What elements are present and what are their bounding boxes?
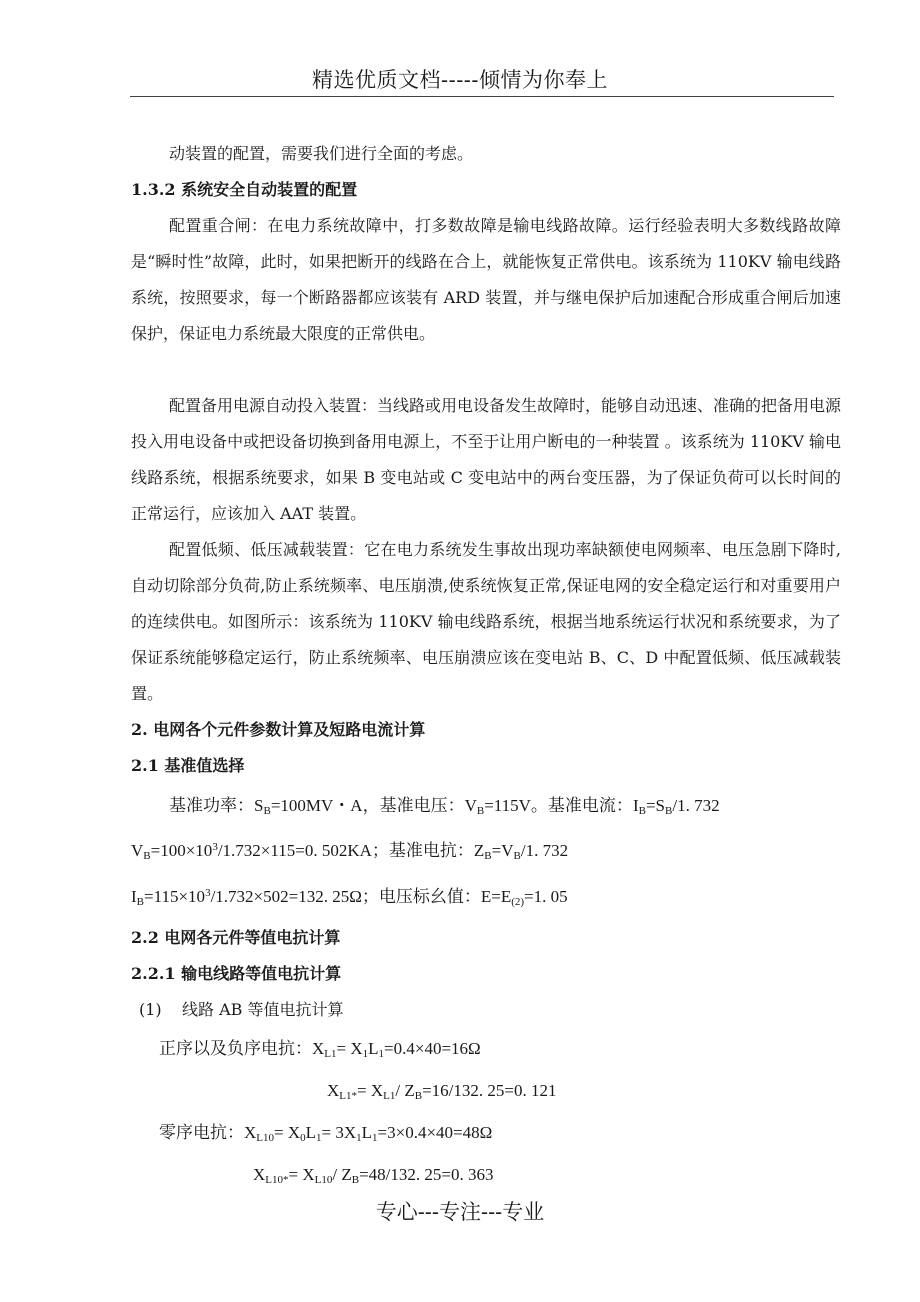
paragraph-load-shedding: 配置低频、低压减载装置：它在电力系统发生事故出现功率缺额使电网频率、电压急剧下降时,自动切除部分负荷,防止系统频率、电压崩溃,使系统恢复正常,保证电网的安全稳定运行和对重要用户的连续供电。如图所示：该系统为 110KV 输电线路系统，根据当地系统运行状况和系统要求，为了保证系统能够稳定运行，防止系统频率、电压崩溃应该在变电站 B、C、D 中配置低频、低压减载装置。 [131, 540, 841, 703]
formula-positive-perunit: $X_{L1*}= X_{L1}/$ $Z_B=16/132$. 25=0. 121 [327, 1081, 557, 1102]
list-item-text: 线路 AB 等值电抗计算 [182, 1000, 344, 1019]
section-heading-2-1: 2.1 基准值选择 [131, 756, 245, 775]
formula-base-values: 基准功率：$S_B=100MV$・A，基准电压：$V_B=115V$。基准电流：$I_B=S_B/1$. 732 [169, 796, 720, 817]
list-item-number: (1) [139, 1000, 162, 1019]
formula-positive-sequence: 正序以及负序电抗：$X_{L1}= X_1L_1=0.4\times 40=16\Omega$ [159, 1039, 481, 1060]
section-heading-2-2-1: 2.2.1 输电线路等值电抗计算 [131, 964, 342, 983]
formula-base-reactance: $I_B=115\times 10^3/1.732\times 502=132$. 25Ω；电压标幺值：$E=E_{(2)}=1$. 05 [131, 887, 568, 908]
section-heading-2-2: 2.2 电网各元件等值电抗计算 [131, 928, 341, 947]
formula-zero-sequence: 零序电抗：$X_{L10}= X_0L_1= 3X_1L_1=3\times 0.4\times 40=48\Omega$ [159, 1123, 493, 1144]
formula-base-current: $V_B=100\times 10^3/1.732\times 115=0$. 502KA；基准电抗：$Z_B=V_B/1$. 732 [131, 841, 569, 862]
paragraph-reclosing: 配置重合闸：在电力系统故障中，打多数故障是输电线路故障。运行经验表明大多数线路故障是“瞬时性”故障，此时，如果把断开的线路在合上，就能恢复正常供电。该系统为 110KV 输电线路系统，按照要求，每一个断路器都应该装有 ARD 装置，并与继电保护后加速配合形成重合闸后加速保护，保证电力系统最大限度的正常供电。 [131, 216, 841, 343]
header-title: 精选优质文档-----倾情为你奉上 [312, 68, 608, 92]
paragraph-gap [131, 352, 841, 388]
section-heading-2: 2. 电网各个元件参数计算及短路电流计算 [131, 720, 426, 739]
document-body [131, 136, 841, 1196]
paragraph-backup-power: 配置备用电源自动投入装置：当线路或用电设备发生故障时，能够自动迅速、准确的把备用电源投入用电设备中或把设备切换到备用电源上，不至于让用户断电的一种装置 。该系统为 110KV 输电线路系统，根据系统要求，如果 B 变电站或 C 变电站中的两台变压器，为了保证负荷可以长时间的正常运行，应该加入 AAT 装置。 [131, 396, 842, 523]
header-divider [130, 96, 834, 97]
section-heading-1-3-2: 1.3.2 系统安全自动装置的配置 [131, 180, 358, 199]
formula-zero-perunit: $X_{L10*}= X_{L10}/$ $Z_B=48/132$. 25=0. 363 [253, 1165, 494, 1186]
paragraph-continuation: 动装置的配置，需要我们进行全面的考虑。 [169, 144, 474, 163]
list-item-line-ab [131, 992, 841, 1028]
footer-text: 专心---专注---专业 [375, 1200, 545, 1224]
